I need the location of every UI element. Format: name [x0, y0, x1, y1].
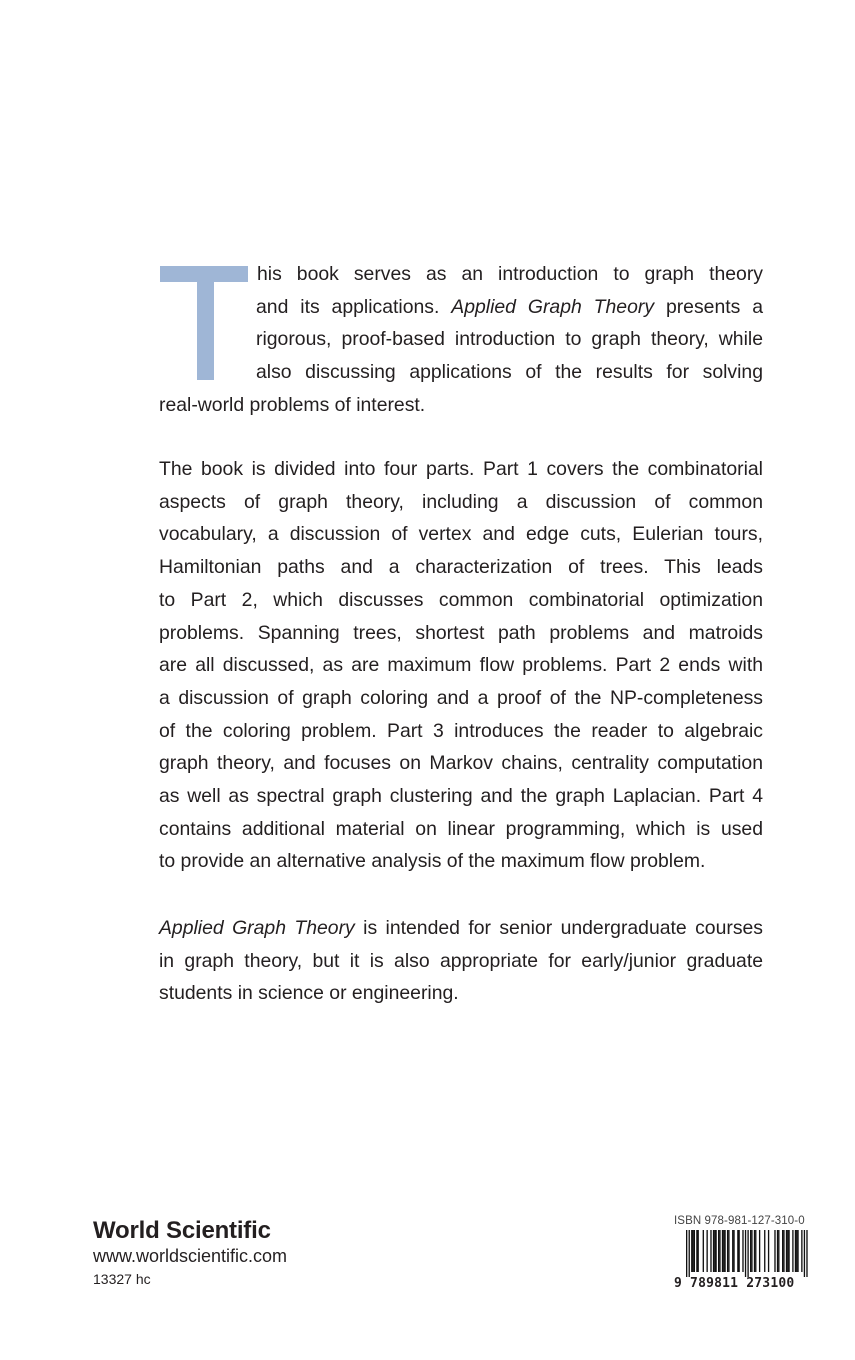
- barcode-bar: [792, 1230, 793, 1272]
- barcode-bar: [797, 1230, 798, 1272]
- barcode-bar: [686, 1230, 687, 1277]
- barcode-bar: [733, 1230, 734, 1272]
- text-line: as well as spectral graph clustering and the graph Laplacian. Part 4: [159, 785, 763, 808]
- barcode-bar: [710, 1230, 711, 1272]
- text-line: rigorous, proof-based introduction to graph theory, while: [256, 328, 763, 351]
- barcode-bar: [759, 1230, 760, 1272]
- barcode-bar: [722, 1230, 723, 1272]
- text-line: problems. Spanning trees, shortest path problems and matroids: [159, 621, 763, 644]
- barcode-bar: [689, 1230, 690, 1277]
- barcode-bar: [787, 1230, 788, 1272]
- barcode-bar: [694, 1230, 695, 1272]
- text-line: in graph theory, but it is also appropriate for early/junior graduate: [159, 949, 763, 972]
- barcode-bar: [745, 1230, 746, 1277]
- barcode-bar: [796, 1230, 797, 1272]
- barcode-bar: [768, 1230, 769, 1272]
- product-code: 13327 hc: [93, 1271, 151, 1287]
- barcode-digits: 9 789811 273100: [674, 1276, 795, 1291]
- text-line: are all discussed, as are maximum flow problems. Part 2 ends with: [159, 654, 763, 677]
- isbn-barcode: [674, 1230, 810, 1278]
- barcode-bar: [737, 1230, 738, 1272]
- barcode-bar: [715, 1230, 716, 1272]
- barcode-bar: [713, 1230, 714, 1272]
- barcode-bar: [728, 1230, 729, 1272]
- barcode-bar: [747, 1230, 748, 1277]
- barcode-block: [674, 1214, 810, 1291]
- text-line: vocabulary, a discussion of vertex and edge cuts, Eulerian tours,: [159, 523, 763, 546]
- text-line: real-world problems of interest.: [159, 393, 426, 416]
- text-line: also discussing applications of the results for solving: [256, 361, 763, 384]
- publisher-block: [93, 1216, 287, 1289]
- barcode-bar: [783, 1230, 784, 1272]
- text-line: Applied Graph Theory is intended for senior undergraduate courses: [159, 917, 764, 939]
- barcode-bar: [764, 1230, 765, 1272]
- barcode-bar: [801, 1230, 802, 1272]
- book-title-italic: Applied Graph Theory: [159, 917, 355, 939]
- barcode-bar: [738, 1230, 739, 1272]
- barcode-bar: [806, 1230, 807, 1277]
- publisher-url: www.worldscientific.com: [93, 1246, 288, 1266]
- parts-paragraph: [159, 453, 763, 878]
- barcode-bar: [698, 1230, 699, 1272]
- barcode-bar: [786, 1230, 787, 1272]
- barcode-bar: [742, 1230, 743, 1272]
- text-line: to Part 2, which discusses common combinatorial optimization: [159, 588, 763, 611]
- barcode-bar: [782, 1230, 783, 1272]
- isbn-label: ISBN 978-981-127-310-0: [674, 1215, 805, 1227]
- text-line: his book serves as an introduction to graph theory: [257, 263, 763, 285]
- text-line: contains additional material on linear programming, which is used: [159, 817, 763, 840]
- barcode-bar: [804, 1230, 805, 1277]
- barcode-bar: [692, 1230, 693, 1272]
- barcode-bar: [706, 1230, 707, 1272]
- text-line: Hamiltonian paths and a characterization of trees. This leads: [159, 556, 763, 579]
- audience-paragraph: [159, 912, 763, 1010]
- barcode-bar: [777, 1230, 778, 1272]
- barcode-bar: [719, 1230, 720, 1272]
- barcode-bar: [754, 1230, 755, 1272]
- barcode-bar: [727, 1230, 728, 1272]
- barcode-bar: [718, 1230, 719, 1272]
- book-title-italic: Applied Graph Theory: [451, 295, 655, 318]
- barcode-bar: [696, 1230, 697, 1272]
- barcode-bar: [732, 1230, 733, 1272]
- barcode-bar: [703, 1230, 704, 1272]
- barcode-bar: [788, 1230, 789, 1272]
- barcode-bar: [755, 1230, 756, 1272]
- text-line: and its applications. Applied Graph Theory presents a: [256, 295, 764, 318]
- barcode-bar: [714, 1230, 715, 1272]
- barcode-bar: [778, 1230, 779, 1272]
- text-line: graph theory, and focuses on Markov chains, centrality computation: [159, 752, 763, 775]
- intro-paragraph: [159, 258, 763, 422]
- publisher-name: World Scientific: [93, 1217, 271, 1244]
- barcode-bar: [724, 1230, 725, 1272]
- barcode-bar: [751, 1230, 752, 1272]
- text-line: to provide an alternative analysis of the maximum flow problem.: [159, 850, 706, 873]
- barcode-bar: [723, 1230, 724, 1272]
- barcode-bar: [750, 1230, 751, 1272]
- text-line: students in science or engineering.: [159, 982, 459, 1005]
- text-line: a discussion of graph coloring and a proof of the NP-completeness: [159, 686, 763, 709]
- barcode-bar: [774, 1230, 775, 1272]
- text-line: aspects of graph theory, including a discussion of common: [159, 490, 763, 513]
- text-line: of the coloring problem. Part 3 introduces the reader to algebraic: [159, 719, 763, 742]
- text-line: The book is divided into four parts. Part 1 covers the combinatorial: [159, 458, 763, 480]
- barcode-bar: [691, 1230, 692, 1272]
- barcode-bar: [795, 1230, 796, 1272]
